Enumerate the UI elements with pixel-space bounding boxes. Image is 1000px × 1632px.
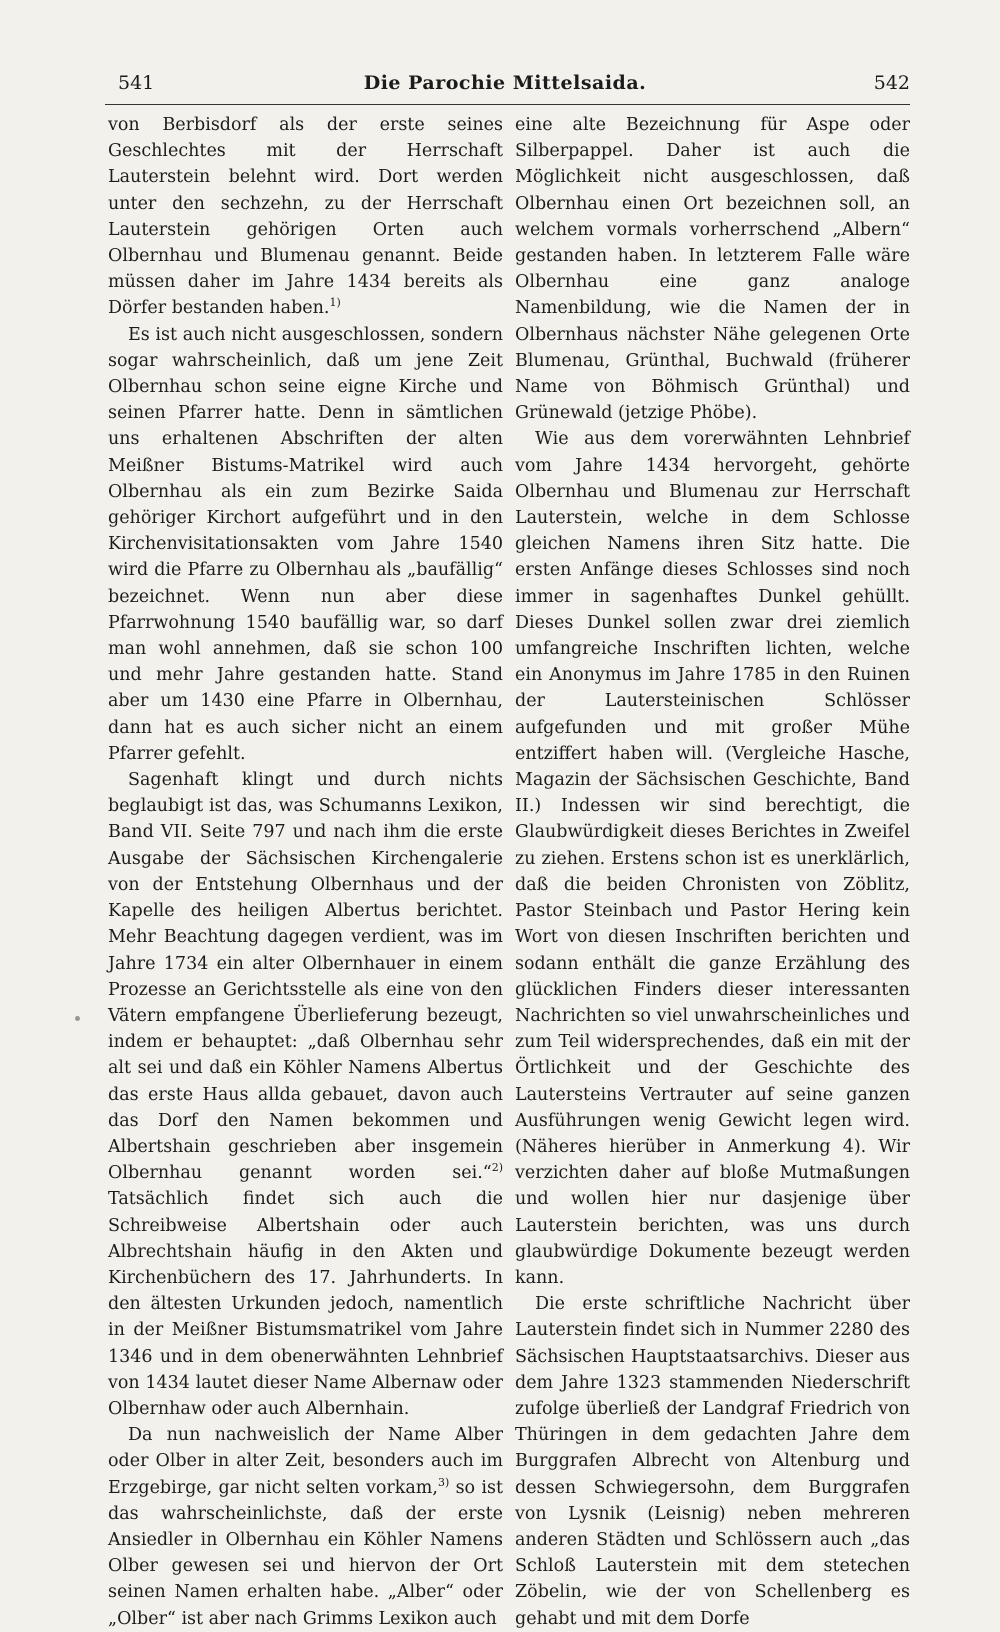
footnote-marker: 2) xyxy=(491,1161,503,1175)
paragraph-text: Da nun nachweislich der Name Alber oder Olber in alter Zeit, besonders auch im Erzgebirge, gar nicht selten vorkam, xyxy=(108,1425,503,1498)
paragraph-text: so ist das wahrscheinlichste, daß der erste Ansiedler in Olbernhau ein Köhler Namens Olber gewesen sei und hiervon der Ort seinen Namen erhalten habe. „Alber“ oder „Olber“ ist aber nach Grimms Lexikon auch xyxy=(108,1477,503,1629)
right-page-number: 542 xyxy=(873,72,910,94)
paragraph: eine alte Bezeichnung für Aspe oder Silberpappel. Daher ist auch die Möglichkeit nicht ausgeschlossen, daß Olbernhau einen Ort bezeichnen soll, an welchem vormals vorherrschend „Albern“ gestanden haben. In letzterem Falle wäre Olbernhau eine ganz analoge Namenbildung, wie die Namen der in Olbernhaus nächster Nähe gelegenen Orte Blumenau, Grünthal, Buchwald (früherer Name von Böhmisch Grünthal) und Grünewald (jetzige Phöbe). xyxy=(515,115,910,424)
paragraph-text: von Berbisdorf als der erste seines Geschlechtes mit der Herrschaft Lauterstein belehnt wird. Dort werden unter den sechzehn, zu der Herrschaft Lauterstein gehörigen Orten auch Olbernhau und Blumenau genannt. Beide müssen daher im Jahre 1434 bereits als Dörfer bestanden haben. xyxy=(108,115,503,319)
left-page-number: 541 xyxy=(118,72,155,94)
paragraph-text: Tatsächlich findet sich auch die Schreibweise Albertshain oder auch Albrechtshain häufig in den Akten und Kirchenbüchern des 17. Jahrhunderts. In den ältesten Urkunden jedoch, namentlich in der Meißner Bistumsmatrikel vom Jahre 1346 und in dem obenerwähnten Lehnbrief von 1434 lautet dieser Name Albernaw oder Olbernhaw oder auch Albernhain. xyxy=(108,1189,503,1419)
paragraph xyxy=(108,112,503,322)
paragraph: Es ist auch nicht ausgeschlossen, sondern sogar wahrscheinlich, daß um jene Zeit Olbernhau schon seine eigne Kirche und seinen Pfarrer hatte. Denn in sämtlichen uns erhaltenen Abschriften der alten Meißner Bistums-Matrikel wird auch Olbernhau als ein zum Bezirke Saida gehöriger Kirchort aufgeführt und in den Kirchenvisitationsakten vom Jahre 1540 wird die Pfarre zu Olbernhau als „baufällig“ bezeichnet. Wenn nun aber diese Pfarrwohnung 1540 baufällig war, so darf man wohl annehmen, daß sie schon 100 und mehr Jahre gestanden hatte. Stand aber um 1430 eine Pfarre in Olbernhau, dann hat es auch sicher nicht an einem Pfarrer gefehlt. xyxy=(108,324,503,764)
paragraph xyxy=(108,1422,503,1632)
paragraph: Die erste schriftliche Nachricht über Lauterstein findet sich in Nummer 2280 des Sächsischen Hauptstaatsarchivs. Dieser aus dem Jahre 1323 stammenden Niederschrift zufolge überließ der Landgraf Friedrich von Thüringen in dem gedachten Jahre dem Burggrafen Albrecht von Altenburg und dessen Schwiegersohn, dem Burggrafen von Lysnik (Leisnig) neben mehreren anderen Städten und Schlössern auch „das Schloß Lauterstein mit dem stetechen Zöbelin, wie der von Schellenberg es gehabt und mit dem Dorfe xyxy=(515,1294,910,1629)
running-title: Die Parochie Mittelsaida. xyxy=(363,72,647,94)
margin-speck xyxy=(75,1016,80,1021)
page-header xyxy=(100,72,910,102)
left-column xyxy=(108,112,503,1632)
footnote-marker: 3) xyxy=(437,1475,450,1489)
header-rule xyxy=(105,104,910,105)
paragraph: Wie aus dem vorerwähnten Lehnbrief vom Jahre 1434 hervorgeht, gehörte Olbernhau und Blumenau zur Herrschaft Lauterstein, welche in dem Schlosse gleichen Namens ihren Sitz hatte. Die ersten Anfänge dieses Schlosses sind noch immer in sagenhaftes Dunkel gehüllt. Dieses Dunkel sollen zwar drei ziemlich umfangreiche Inschriften lichten, welche ein Anonymus im Jahre 1785 in den Ruinen der Lautersteinischen Schlösser aufgefunden und mit großer Mühe entziffert haben will. (Vergleiche Hasche, Magazin der Sächsischen Geschichte, Band II.) Indessen wir sind berechtigt, die Glaubwürdigkeit dieses Berichtes in Zweifel zu ziehen. Erstens schon ist es unerklärlich, daß die beiden Chronisten von Zöblitz, Pastor Steinbach und Pastor Hering kein Wort von diesen Inschriften berichten und sodann enthält die ganze Erzählung des glücklichen Finders dieser interessanten Nachrichten so viel unwahrscheinliches und zum Teil widersprechendes, daß ein mit der Örtlichkeit und der Geschichte des Lautersteins Vertrauter auf seine ganzen Ausführungen wenig Gewicht legen wird. (Näheres hierüber in Anmerkung 4). Wir verzichten daher auf bloße Mutmaßungen und wollen hier nur dasjenige über Lauterstein berichten, was uns durch glaubwürdige Dokumente bezeugt werden kann. xyxy=(515,429,910,1288)
footnote-marker: 1) xyxy=(329,296,341,310)
right-column xyxy=(515,112,910,1632)
paragraph-text: Sagenhaft klingt und durch nichts beglaubigt ist das, was Schumanns Lexikon, Band VII. Seite 797 und nach ihm die erste Ausgabe der Sächsischen Kirchengalerie von der Entstehung Olbernhaus und der Kapelle des heiligen Albertus berichtet. Mehr Beachtung dagegen verdient, was im Jahre 1734 ein alter Olbernhauer in einem Prozesse an Gerichtsstelle als eine von den Vätern empfangene Überlieferung bezeugt, indem er behauptet: „daß Olbernhau sehr alt sei und daß ein Köhler Namens Albertus das erste Haus allda gebauet, davon auch das Dorf den Namen bekommen und Albertshain geschrieben aber insgemein Olbernhau genannt worden sei.“ xyxy=(108,770,503,1184)
paragraph xyxy=(108,767,503,1422)
